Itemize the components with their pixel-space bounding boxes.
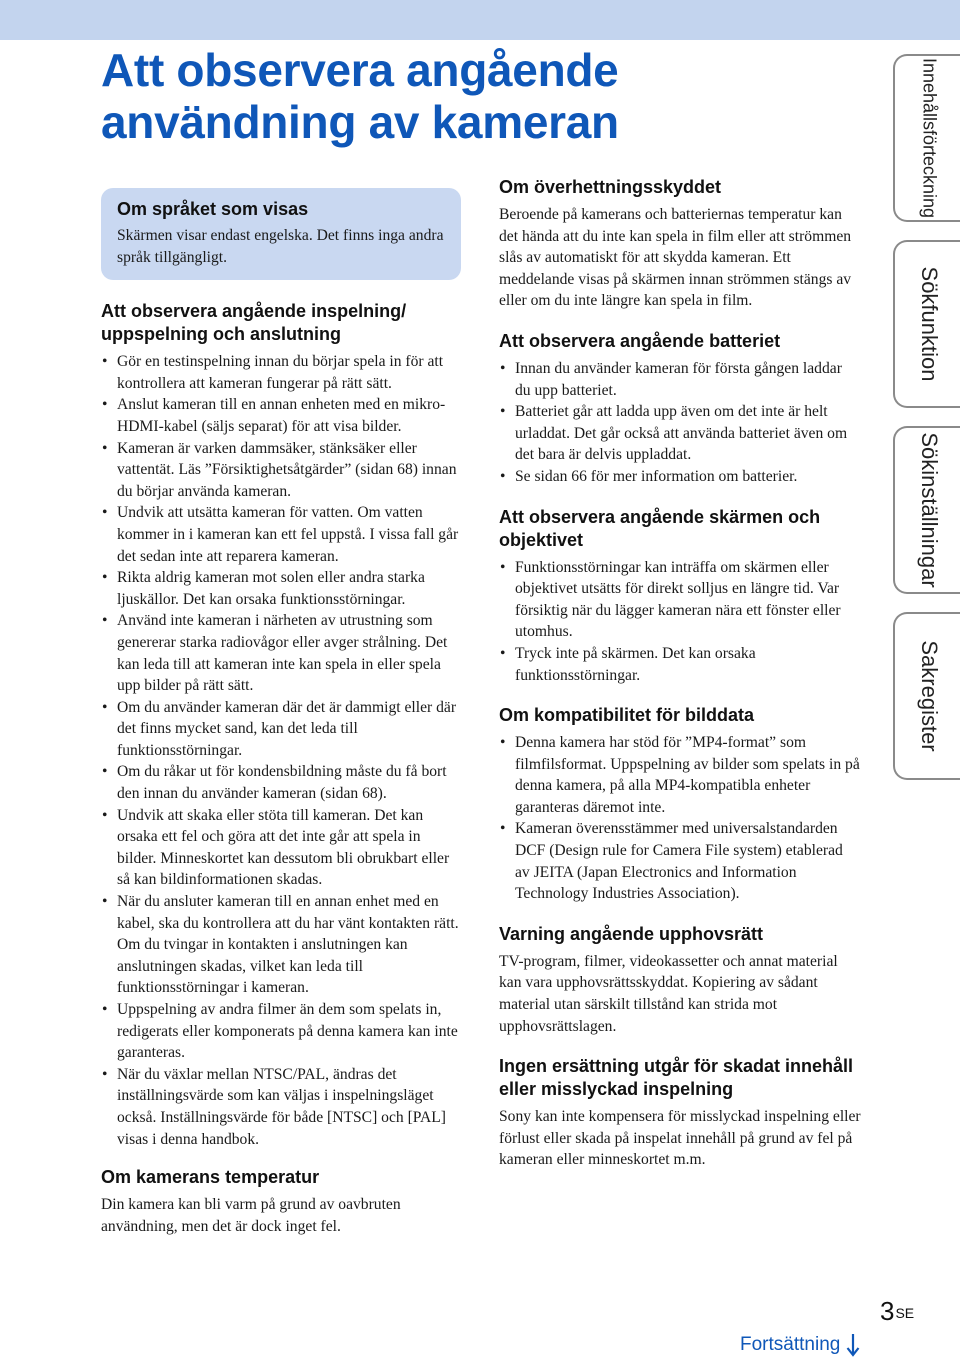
- arrow-down-icon: [846, 1333, 860, 1357]
- list-item: • Använd inte kameran i närheten av utrustning som genererar starka radiovågor eller avger strålning. Det kan leda till att kameran inte kan spela in eller spela upp bilder på rätt sätt.: [101, 610, 461, 696]
- recording-list: [101, 351, 461, 1150]
- screen-list: [499, 557, 861, 687]
- list-item: • Denna kamera har stöd för ”MP4-format” som filmfilsformat. Uppspelning av bilder som spelats in på denna kamera, på alla MP4-kompatibla enheter garanteras däremot inte.: [499, 732, 861, 818]
- tab-label: Innehållsförteckning: [919, 57, 940, 219]
- battery-heading: Att observera angående batteriet: [499, 330, 781, 351]
- list-item: • När du ansluter kameran till en annan enhet med en kabel, ska du kontrollera att du har vänt kontakten rätt. Om du tvingar in kontakten i anslutningen kan anslutningen skadas, vilket kan leda till funktionsstörningar i kameran.: [101, 891, 461, 999]
- tab-index[interactable]: [893, 612, 960, 780]
- list-item: • Funktionsstörningar kan inträffa om skärmen eller objektivet utsätts för direkt solljus en längre tid. Var försiktig när du lägger kameran nära ett fönster eller utomhus.: [499, 557, 861, 643]
- list-item: • Kameran är varken dammsäker, stänksäker eller vattentät. Läs ”Försiktighetsåtgärder” (sidan 68) innan du börjar använda kameran.: [101, 438, 461, 503]
- screen-section: [499, 506, 861, 687]
- list-item: • Gör en testinspelning innan du börjar spela in för att kontrollera att kameran fungerar på rätt sätt.: [101, 351, 461, 394]
- no-replacement-text: Sony kan inte kompensera för misslyckad inspelning eller förlust eller skada på inspelat innehåll på grund av fel på kameran eller minneskortet m.m.: [499, 1108, 861, 1169]
- list-item: • Om du råkar ut för kondensbildning måste du få bort den innan du använder kameran (sidan 68).: [101, 761, 461, 804]
- list-item: • Rikta aldrig kameran mot solen eller andra starka ljuskällor. Det kan orsaka funktionsstörningar.: [101, 567, 461, 610]
- list-item: • Anslut kameran till en annan enheten med en mikro-HDMI-kabel (säljs separat) för att visa bilder.: [101, 394, 461, 437]
- temperature-heading: Om kamerans temperatur: [101, 1167, 320, 1188]
- copyright-text: TV-program, filmer, videokassetter och annat material kan vara upphovsrättsskyddat. Kopiering av sådant material utan särskilt tillstånd kan strida mot upphovsrättslagen.: [499, 952, 838, 1035]
- temperature-section: [101, 1166, 461, 1237]
- screen-heading: Att observera angående skärmen och objektivet: [499, 506, 821, 550]
- page-number-suffix: SE: [895, 1305, 915, 1321]
- list-item: • Uppspelning av andra filmer än dem som spelats in, redigerats eller komponerats på denna kamera kan inte garanteras.: [101, 999, 461, 1064]
- language-info-box: [101, 188, 461, 280]
- list-item: • Innan du använder kameran för första gången laddar du upp batteriet.: [499, 358, 861, 401]
- right-column: [499, 176, 861, 1189]
- top-banner: [0, 0, 960, 40]
- continuation-link[interactable]: [740, 1332, 860, 1358]
- left-column: [101, 188, 461, 1254]
- tab-search-function[interactable]: [893, 240, 960, 408]
- tab-label: Sakregister: [917, 640, 942, 752]
- list-item: • Om du använder kameran där det är dammigt eller där det finns mycket sand, kan det leda till funktionsstörningar.: [101, 697, 461, 762]
- copyright-section: [499, 923, 861, 1037]
- overheat-heading: Om överhettningsskyddet: [499, 177, 722, 197]
- tab-label: Sökinställningar: [917, 432, 942, 588]
- battery-section: [499, 330, 861, 488]
- overheat-text: Beroende på kamerans och batteriernas temperatur kan det hända att du inte kan spela in film eller att strömmen slås av automatiskt för att skydda kameran. Ett meddelande visas på skärmen innan strömmen stängs av eller om du inte längre kan spela in film.: [499, 206, 852, 310]
- copyright-heading: Varning angående upphovsrätt: [499, 923, 764, 944]
- compat-heading: Om kompatibilitet för bilddata: [499, 705, 755, 726]
- compat-section: [499, 704, 861, 905]
- temperature-text: Din kamera kan bli varm på grund av oavbruten användning, men det är dock inget fel.: [101, 1196, 401, 1235]
- battery-list: [499, 358, 861, 488]
- list-item: • Tryck inte på skärmen. Det kan orsaka funktionsstörningar.: [499, 643, 861, 686]
- page-title: Att observera angående användning av kameran: [101, 44, 619, 148]
- language-heading: Om språket som visas: [117, 199, 309, 219]
- compat-list: [499, 732, 861, 905]
- list-item: • Undvik att skaka eller stöta till kameran. Det kan orsaka ett fel och göra att det inte går att spela in bilder. Minneskortet kan dessutom bli obrukbart eller så kan bildinformationen skadas.: [101, 805, 461, 891]
- list-item: • Undvik att utsätta kameran för vatten. Om vatten kommer in i kameran kan ett fel uppstå. I vissa fall går det sedan inte att reparera kameran.: [101, 502, 461, 567]
- continuation-label: Fortsättning: [740, 1334, 841, 1355]
- tab-table-of-contents[interactable]: [893, 54, 960, 222]
- list-item: • Se sidan 66 för mer information om batterier.: [499, 466, 861, 488]
- language-text: Skärmen visar endast engelska. Det finns inga andra språk tillgängligt.: [117, 227, 444, 266]
- list-item: • När du växlar mellan NTSC/PAL, ändras det inställningsvärde som kan väljas i inspelningsläget också. Inställningsvärde för både [NTSC] och [PAL] visas i denna handbok.: [101, 1064, 461, 1150]
- page-number-value: 3: [880, 1296, 895, 1326]
- no-replacement-heading: Ingen ersättning utgår för skadat innehåll eller misslyckad inspelning: [499, 1056, 854, 1100]
- overheat-section: [499, 176, 861, 312]
- tab-search-settings[interactable]: [893, 426, 960, 594]
- tab-label: Sökfunktion: [917, 266, 942, 382]
- page-number: [880, 1296, 914, 1326]
- list-item: • Kameran överensstämmer med universalstandarden DCF (Design rule for Camera File system) etablerad av JEITA (Japan Electronics and Information Technology Industries Association).: [499, 818, 861, 904]
- list-item: • Batteriet går att ladda upp även om det inte är helt urladdat. Det går också att använda batteriet även om det bara är delvis uppladdat.: [499, 401, 861, 466]
- no-replacement-section: [499, 1055, 861, 1171]
- recording-heading: Att observera angående inspelning/ uppspelning och anslutning: [101, 301, 407, 345]
- recording-section: [101, 300, 461, 1150]
